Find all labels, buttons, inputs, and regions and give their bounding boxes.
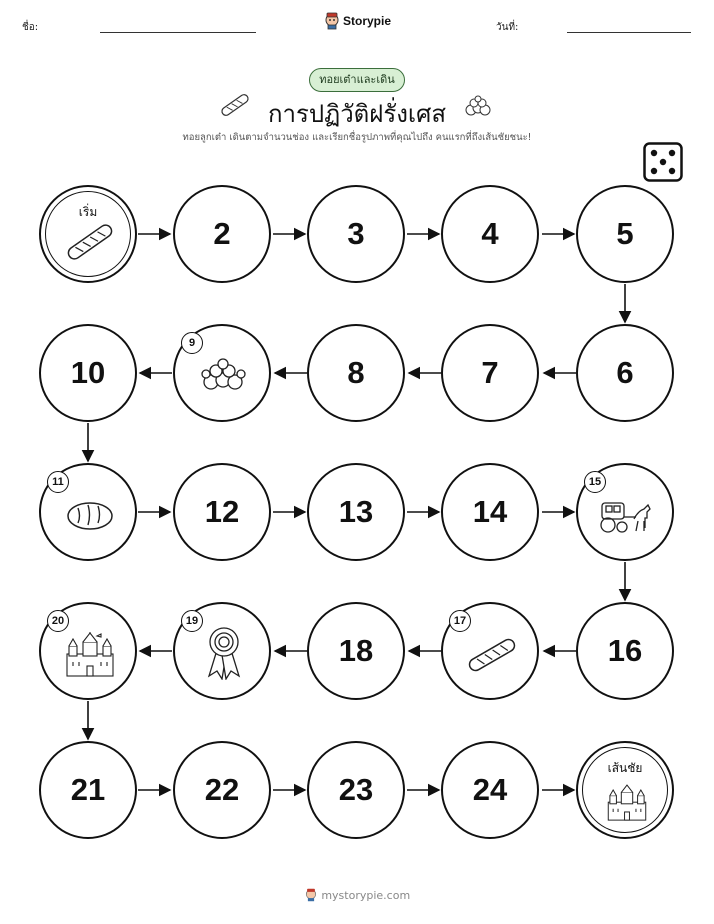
board-square-16[interactable]: 16 (576, 602, 674, 700)
page-title: การปฏิวัติฝรั่งเศส (267, 100, 447, 128)
board-square-2[interactable]: 2 (173, 185, 271, 283)
activity-tag: ทอยเต๋าและเดิน (309, 68, 405, 92)
date-label: วันที่: (496, 22, 519, 33)
board-square-6[interactable]: 6 (576, 324, 674, 422)
start-square[interactable] (39, 185, 137, 283)
finish-label: เส้นชัย (607, 761, 643, 775)
board-square-24[interactable]: 24 (441, 741, 539, 839)
board-square-9[interactable] (173, 324, 271, 422)
board-square-12[interactable]: 12 (173, 463, 271, 561)
board-square-3[interactable]: 3 (307, 185, 405, 283)
board-square-23[interactable]: 23 (307, 741, 405, 839)
baguette-icon (465, 636, 519, 674)
square-number-badge: 17 (449, 610, 471, 632)
instructions: ทอยลูกเต๋า เดินตามจำนวนช่อง และเรียกชื่อรูปภาพที่คุณไปถึง คนแรกที่ถึงเส้นชัยชนะ! (182, 132, 532, 143)
footer (0, 888, 714, 902)
rosette-icon (205, 626, 243, 680)
board-square-22[interactable]: 22 (173, 741, 271, 839)
start-label: เริ่ม (78, 205, 98, 219)
brand-name: Storypie (343, 14, 392, 28)
square-number-badge: 11 (47, 471, 69, 493)
board-square-18[interactable]: 18 (307, 602, 405, 700)
mascot-icon (304, 888, 318, 902)
board-square-17[interactable] (441, 602, 539, 700)
board-square-11[interactable] (39, 463, 137, 561)
square-number-badge: 15 (584, 471, 606, 493)
rubble-icon (201, 358, 247, 392)
board-square-14[interactable]: 14 (441, 463, 539, 561)
board-square-10[interactable]: 10 (39, 324, 137, 422)
castle-icon (63, 632, 117, 678)
name-label: ชื่อ: (22, 22, 39, 33)
board-square-5[interactable]: 5 (576, 185, 674, 283)
board-square-13[interactable]: 13 (307, 463, 405, 561)
board-square-20[interactable] (39, 602, 137, 700)
baguette-icon (63, 223, 117, 261)
board-square-21[interactable]: 21 (39, 741, 137, 839)
board-square-19[interactable] (173, 602, 271, 700)
board-square-7[interactable]: 7 (441, 324, 539, 422)
carriage-icon (598, 497, 656, 535)
square-number-badge: 20 (47, 610, 69, 632)
board-square-4[interactable]: 4 (441, 185, 539, 283)
board-square-15[interactable] (576, 463, 674, 561)
castle-icon (605, 781, 649, 825)
square-number-badge: 9 (181, 332, 203, 354)
bread-icon (65, 498, 115, 532)
footer-url[interactable]: mystorypie.com (321, 889, 411, 902)
square-number-badge: 19 (181, 610, 203, 632)
board-square-8[interactable]: 8 (307, 324, 405, 422)
finish-square[interactable] (576, 741, 674, 839)
